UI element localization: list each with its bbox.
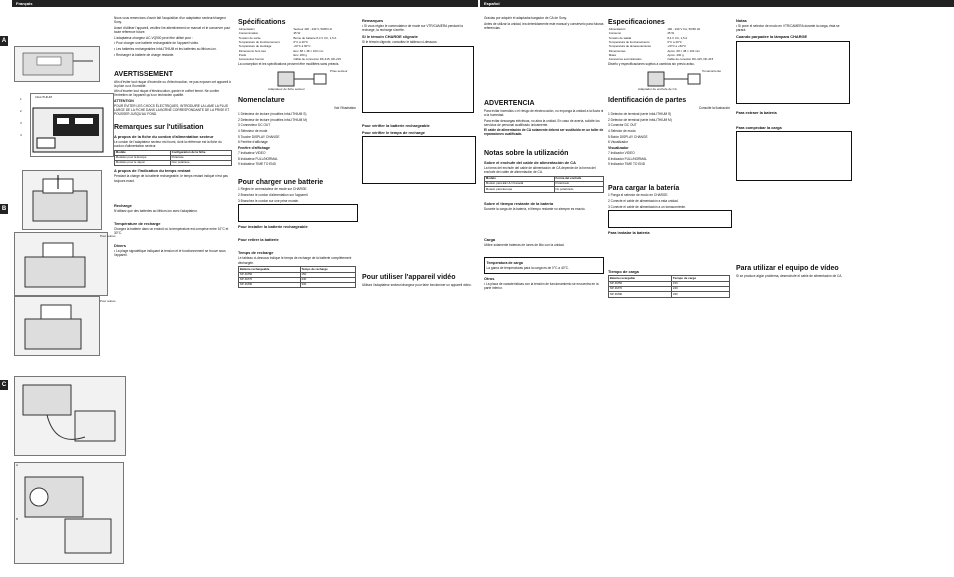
spec-label: Alimentación bbox=[608, 27, 626, 32]
list-item: 1 Detector de terminal (serie InfoLITHIUM S) bbox=[608, 111, 672, 116]
spec-label: Accessoires fournis bbox=[238, 57, 264, 62]
es-advertencia-title: ADVERTENCIA bbox=[484, 99, 535, 107]
table-cell: Modèles pour le Japon bbox=[115, 161, 171, 166]
es-cargar-title: Para cargar la batería bbox=[608, 184, 680, 192]
table-header: Batterie rechargeable bbox=[239, 267, 301, 272]
es-charge-indicator-figure bbox=[608, 210, 732, 228]
table-cell: Polarizado bbox=[554, 181, 603, 186]
es-column-1 bbox=[484, 16, 604, 292]
fr-avert-text: Afin d'éviter tout risque d'incendie ou d'électrocution, ne pas exposer cet appareil à la pluie ou à l'humidité. bbox=[114, 79, 231, 88]
es-temp-text: La gama de temperaturas para la carga es de 0°C a 40°C. bbox=[486, 265, 569, 270]
list-item: 6 Visualizador bbox=[608, 140, 628, 145]
table-cell: NP-FM50 bbox=[609, 281, 672, 286]
spec-value: Cable de conexión DK-415, DK-215 bbox=[667, 57, 714, 62]
list-item: 8 Indicador FULL/NORMAL bbox=[608, 156, 647, 161]
fr-remarques-title: Remarques sur l'utilisation bbox=[114, 124, 204, 132]
fr-intro-2: Avant d'utiliser l'appareil, veuillez lire attentivement ce manuel et le conserver pour toute référence future. bbox=[114, 25, 231, 34]
fr-charge-time-table bbox=[238, 266, 356, 288]
list-item: 1 Ponga el selector de modo en CHARGE. bbox=[608, 193, 669, 198]
fr-indic-text: Pendant la charge de la batterie rechargeable, le temps restant indiqué n'est pas toujours exact. bbox=[114, 174, 228, 183]
es-charge-time-table bbox=[608, 275, 730, 297]
es-notas-text: La forma del enchufe del cable de alimentación de CA depende de la forma del enchufe del cable de alimentación de CA. bbox=[484, 165, 596, 174]
table-cell: 330 bbox=[300, 283, 355, 288]
es-tiempo-title: Sobre el tiempo restante de la batería bbox=[484, 200, 554, 206]
spec-value: Env. 200 g bbox=[293, 53, 308, 58]
tab-a: A bbox=[1, 38, 7, 44]
fr-column-2 bbox=[238, 16, 356, 288]
spec-value: Aprox. 68 × 48 × 103 mm bbox=[667, 48, 700, 53]
es-specs-table bbox=[608, 28, 730, 63]
list-item: 4 Selector de modo bbox=[608, 129, 636, 134]
fr-plug-table bbox=[114, 150, 232, 167]
spec-label: Consommation bbox=[238, 31, 259, 36]
fr-remarques-text: Le cordon de l'adaptateur secteur est fourni, dont la référence est la fiche du cordon d'alimentation secteur. bbox=[114, 139, 222, 148]
adapter-label: Adaptateur de fiche secteur bbox=[268, 87, 305, 92]
fr-attention-text: POUR ÉVITER LES CHOCS ÉLECTRIQUES, INTRODUIRE LA LAME LA PLUS LARGE DE LA FICHE DANS LA BORNE CORRESPONDANTE DE LA PRISE ET POUSSER JUSQU'AU FOND. bbox=[114, 104, 230, 117]
infolithium-label: InfoLITHIUM bbox=[35, 95, 53, 99]
fr-attention-title: ATTENTION bbox=[114, 99, 134, 104]
callout-3: 3 bbox=[20, 121, 22, 125]
fr-recharge-text: N'utilisez que des batteries au lithium-ion avec l'adaptateur. bbox=[114, 208, 198, 213]
fr-list-1: • Pour charger une batterie rechargeable de l'appareil vidéo. bbox=[114, 41, 200, 46]
es-parpadea-title: Cuando parpadee la lámpara CHARGE bbox=[736, 34, 808, 40]
fr-divers-text: • La plage signalétique indiquant la tension et le fonctionnement se trouve sous l'appareil. bbox=[114, 248, 226, 257]
fr-remarques2-title: Remarques bbox=[362, 18, 384, 23]
es-temp-title: Temperatura de carga bbox=[486, 260, 523, 265]
table-header: Forma del enchufe bbox=[554, 176, 603, 181]
spec-value: -20°C à 60°C bbox=[293, 44, 311, 49]
fr-utiliser-title: Pour utiliser l'appareil vidéo bbox=[362, 273, 456, 281]
es-plug-table bbox=[484, 176, 604, 193]
camcorder-battery-illustration bbox=[14, 462, 124, 564]
spec-value: Câble de connexion DK-415, DK-215 bbox=[293, 57, 342, 62]
fr-divers-title: Divers bbox=[114, 242, 126, 248]
es-vis-title: Visualizador bbox=[608, 146, 629, 151]
spec-label: Temperatura de funcionamiento bbox=[608, 40, 650, 45]
list-item: 1 Réglez le commutateur de mode sur CHARGE. bbox=[238, 187, 308, 192]
fr-spec-note: La conception et les spécifications peuvent être modifiées sans préavis. bbox=[238, 62, 340, 67]
spec-label: Dimensions hors tout bbox=[238, 48, 266, 53]
spec-label: Temperatura de almacenamiento bbox=[608, 44, 652, 49]
es-notas-sub: Sobre el enchufe del cable de alimentación de CA bbox=[484, 159, 576, 165]
battery-install-illustration-1 bbox=[22, 170, 102, 230]
spec-value: 8,4 V CC, 1,5 A bbox=[667, 35, 688, 40]
spec-label: Dimensiones bbox=[608, 48, 626, 53]
callout-2: 2 bbox=[20, 109, 22, 113]
spec-label: Alimentation bbox=[238, 27, 255, 32]
table-cell: 240 bbox=[300, 277, 355, 282]
es-temp-box bbox=[484, 257, 604, 274]
es-notas2-title: Notas bbox=[736, 18, 747, 23]
fr-plug-adapter-figure bbox=[238, 68, 356, 94]
list-item: 5 Touche DISPLAY CHANGE bbox=[238, 134, 280, 139]
list-item: 9 Indicateur TIME TO END bbox=[238, 162, 276, 167]
spec-value: Aprox. 200 g bbox=[667, 53, 684, 58]
battery-install-illustration-2 bbox=[14, 232, 108, 296]
fr-charge-indicator-figure bbox=[238, 204, 358, 222]
spec-value: 0°C à 40°C bbox=[293, 40, 308, 45]
table-header: Batería recargable bbox=[609, 276, 672, 281]
table-cell: Non polarisée bbox=[170, 161, 231, 166]
es-utilizar-text: Si se produce algún problema, desenchufe el cable de alimentación de CA. bbox=[736, 273, 843, 278]
fr-intro: Nous vous remercions d'avoir fait l'acquisition d'un adaptateur secteur/chargeur Sony. bbox=[114, 16, 227, 25]
list-item: 7 Indicador VIDEO bbox=[608, 151, 635, 156]
fr-indic-title: A propos de l'indication du temps restant bbox=[114, 168, 191, 174]
es-adv-text-2: Para evitar descargas eléctricas, no abra la unidad. En caso de avería, solicite los servicios de personal cualificado únicamente. bbox=[484, 118, 600, 127]
spec-label: Température de stockage bbox=[238, 44, 272, 49]
spec-value: 25 W bbox=[667, 31, 675, 36]
es-ident-title: Identificación de partes bbox=[608, 97, 687, 105]
spec-value: Secteur 100 - 240 V, 50/60 Hz bbox=[293, 27, 333, 32]
fr-remove-title: Pour retirer la batterie bbox=[238, 237, 279, 243]
es-column-3 bbox=[736, 16, 850, 279]
spec-value: 100 - 240 V CA, 50/60 Hz bbox=[667, 27, 701, 32]
es-charge-lamp-table bbox=[736, 41, 850, 104]
tab-c: C bbox=[1, 382, 7, 388]
spec-value: 0°C a 40°C bbox=[667, 40, 682, 45]
callout-4: 4 bbox=[20, 133, 22, 137]
table-header: Modèle bbox=[115, 150, 171, 155]
fr-charge-indic-title: Si le témoin CHARGE clignote bbox=[362, 34, 418, 40]
es-intro: Gracias por adquirir el adaptador/cargador de CA de Sony. bbox=[484, 16, 567, 20]
spec-value: Borne de batterie 8,4 V CC, 1,5 A bbox=[293, 35, 337, 40]
spec-label: Masa bbox=[608, 53, 616, 58]
es-espec-title: Especificaciones bbox=[608, 19, 665, 26]
table-row bbox=[239, 283, 356, 288]
table-header: Modelo bbox=[485, 176, 555, 181]
table-cell: 150 bbox=[300, 272, 355, 277]
fig-label-b: B bbox=[16, 517, 19, 521]
es-adapter-label: Adaptador de enchufe de CA bbox=[638, 87, 677, 92]
es-adv-text-3: El cable de alimentación de CA solamente deberá ser sustituido en un taller de reparaciones cualificado. bbox=[484, 128, 604, 137]
es-adv-text: Para evitar incendios o el riesgo de electrocución, no exponga la unidad a la lluvia ni a la humedad. bbox=[484, 108, 604, 117]
list-item: 4 Sélecteur de mode bbox=[238, 129, 268, 134]
list-item: 2 Conecte el cable de alimentación a esta unidad. bbox=[608, 199, 679, 204]
spec-label: Accesorios suministrados bbox=[608, 57, 642, 62]
pour-autres-label: Pour autres bbox=[100, 234, 116, 238]
es-notas-title: Notas sobre la utilización bbox=[484, 150, 569, 158]
list-item: 2 Branchez le cordon d'alimentation sur l'appareil. bbox=[238, 193, 309, 198]
fr-temp-text: Chargez la batterie dans un endroit où la température est comprise entre 10°C et 30°C. bbox=[114, 226, 229, 235]
table-header: Tiempo de carga bbox=[672, 276, 730, 281]
fr-charger-title: Pour charger une batterie bbox=[238, 178, 324, 186]
table-cell: NP-FM70 bbox=[239, 277, 301, 282]
fr-install-title: Pour installer la batterie rechargeable bbox=[238, 224, 308, 230]
tab-b: B bbox=[1, 206, 7, 212]
list-item: 2 Detector de terminal (serie InfoLITHIUM M) bbox=[608, 117, 672, 122]
fr-temps-text: Le tableau ci-dessous indique le temps de recharge de la batterie complètement déchargée. bbox=[238, 256, 352, 265]
fig-label-a: A bbox=[16, 463, 19, 467]
charger-front-illustration bbox=[14, 46, 100, 82]
table-cell: NP-FM90 bbox=[239, 283, 301, 288]
es-carga-text: Utilice solamente baterías de iones de litio con la unidad. bbox=[484, 242, 565, 247]
list-item: 3 Conecte el cable de alimentación a un tomacorriente. bbox=[608, 204, 686, 209]
list-item: 5 Botón DISPLAY CHANGE bbox=[608, 134, 648, 139]
fr-nomenc-ref: Voir l'illustration bbox=[333, 106, 356, 111]
fr-remarques2-text: • Si vous réglez le commutateur de mode sur VTR/CAMERA pendant la recharge, la recharge s'arrête. bbox=[362, 24, 463, 33]
fr-column-1 bbox=[114, 16, 232, 259]
table-cell: Modèles pour la Europe bbox=[115, 155, 171, 160]
fr-list-3: • Recharger la batterie de charge restante. bbox=[114, 52, 175, 57]
fr-column-3 bbox=[362, 16, 474, 288]
fr-nomenclature-title: Nomenclature bbox=[238, 97, 285, 105]
es-intro-2: Antes de utilizar la unidad, lea detenidamente este manual y consérvelo para futuras referencias. bbox=[484, 21, 604, 30]
es-extraer-title: Para extraer la batería bbox=[736, 109, 777, 115]
table-cell: Polarisée bbox=[170, 155, 231, 160]
table-cell: Modelo para EE.UU./Canadá bbox=[485, 181, 555, 186]
fr-avertissement-title: AVERTISSEMENT bbox=[114, 70, 173, 78]
es-column-2 bbox=[608, 16, 730, 298]
fr-list-2: • Les batteries rechargeables InfoLITHIUM et les batteries au lithium-ion. bbox=[114, 46, 217, 51]
callout-1: 1 bbox=[20, 97, 22, 101]
table-cell: NP-FM70 bbox=[609, 287, 672, 292]
es-plug-adapter-figure bbox=[608, 68, 730, 94]
fr-specs-title: Spécifications bbox=[238, 19, 286, 26]
fr-remarques-sub: A propos de la fiche du cordon d'alimentation secteur bbox=[114, 133, 214, 139]
es-notas2-text: • Si pone el selector de modo en VTR/CAMERA durante la carga, ésta se parará. bbox=[736, 24, 840, 33]
header-french: Français bbox=[12, 0, 478, 7]
spec-label: Poids bbox=[238, 53, 247, 58]
list-item: 3 Conector DC OUT bbox=[608, 123, 637, 128]
display-panel-illustration bbox=[30, 93, 114, 157]
fr-verif-title: Pour vérifier la batterie rechargeable bbox=[362, 122, 430, 128]
table-row bbox=[485, 187, 604, 192]
es-time-indicator-figure bbox=[736, 131, 852, 181]
list-item: 2 Détecteur de lecture (modèles InfoLITHIUM M) bbox=[238, 117, 307, 122]
fr-utiliser-text: Utilisez l'adaptateur secteur/chargeur pour faire fonctionner un appareil vidéo. bbox=[362, 282, 472, 287]
list-item: 3 Branchez le cordon sur une prise murale. bbox=[238, 198, 299, 203]
spec-value: -20°C a +60°C bbox=[667, 44, 687, 49]
fr-intro-3: L'adaptateur-chargeur AC-VQ900 peut être utilisé pour : bbox=[114, 35, 193, 40]
table-header: Configuration de la fiche bbox=[170, 150, 231, 155]
table-row bbox=[609, 292, 730, 297]
fr-temp-title: Température de recharge bbox=[114, 220, 161, 226]
list-item: 6 Fenêtre d'affichage bbox=[238, 140, 268, 145]
fr-recharge-title: Recharge bbox=[114, 202, 132, 208]
spec-label: Tensión de salida bbox=[608, 35, 632, 40]
spec-value: Env. 68 × 48 × 103 mm bbox=[293, 48, 324, 53]
fr-specs-table bbox=[238, 28, 356, 63]
battery-install-illustration-3 bbox=[14, 296, 100, 356]
fr-verif-text: Pour vérifier le temps de recharge bbox=[362, 129, 425, 135]
es-inst-title: Para instalar la batería bbox=[608, 230, 650, 236]
es-spec-note: Diseño y especificaciones sujetos a cambios sin previo aviso. bbox=[608, 62, 695, 67]
fr-fenetre-title: Fenêtre d'affichage bbox=[238, 146, 270, 151]
pour-autres-label-2: Pour autres bbox=[100, 299, 116, 303]
toma-label: Tomacorriente bbox=[702, 69, 722, 74]
table-row bbox=[115, 161, 232, 166]
spec-label: Consumo bbox=[608, 31, 622, 36]
spec-label: Température de fonctionnement bbox=[238, 40, 280, 45]
es-comprobar-title: Para comprobar la carga bbox=[736, 124, 782, 130]
header-spanish: Español bbox=[480, 0, 954, 7]
es-carga-title: Carga bbox=[484, 236, 496, 242]
fr-charge-indic-text: Si le témoin clignote, consultez le tableau ci-dessous. bbox=[362, 40, 438, 45]
es-otros-title: Otros bbox=[484, 275, 495, 281]
list-item: 9 Indicador TIME TO END bbox=[608, 162, 646, 167]
es-utilizar-title: Para utilizar el equipo de vídeo bbox=[736, 264, 839, 272]
spec-label: Tension de sortie bbox=[238, 35, 261, 40]
es-ident-ref: Consulte la ilustración bbox=[698, 106, 730, 111]
table-cell: Modelo para Europa bbox=[485, 187, 555, 192]
list-item: 8 Indicateur FULL/NORMAL bbox=[238, 156, 278, 161]
fr-temps-title: Temps de recharge bbox=[238, 250, 274, 256]
fr-time-indicator-figure bbox=[362, 136, 476, 184]
table-cell: No polarizado bbox=[554, 187, 603, 192]
fr-charge-lamp-table bbox=[362, 46, 474, 113]
table-header: Temps de recharge bbox=[300, 267, 355, 272]
es-tiempo-text: Durante la carga de la batería, el tiempo restante no siempre es exacto. bbox=[484, 206, 586, 211]
camcorder-connection-illustration bbox=[14, 376, 126, 456]
fr-avert-text-2: Afin d'écarter tout risque d'électrocution, garder le coffret fermé. Ne confier l'entretien de l'appareil qu'à un technicien qualifié. bbox=[114, 89, 220, 98]
list-item: 3 Connecteur DC OUT bbox=[238, 123, 271, 128]
list-item: 7 Indicateur VIDEO bbox=[238, 151, 266, 156]
es-tiempo-carga-title: Tiempo de carga bbox=[608, 269, 639, 275]
prise-label: Prise secteur bbox=[330, 69, 348, 74]
table-cell: 150 bbox=[672, 281, 730, 286]
table-cell: NP-FM50 bbox=[239, 272, 301, 277]
spec-value: 25 W bbox=[293, 31, 301, 36]
table-cell: 240 bbox=[672, 287, 730, 292]
es-otros-text: • La placa de características con la tensión de funcionamiento se encuentra en la parte inferior. bbox=[484, 281, 599, 290]
table-cell: NP-FM90 bbox=[609, 292, 672, 297]
list-item: 1 Détecteur de lecture (modèles InfoLITHIUM S) bbox=[238, 111, 307, 116]
table-cell: 330 bbox=[672, 292, 730, 297]
